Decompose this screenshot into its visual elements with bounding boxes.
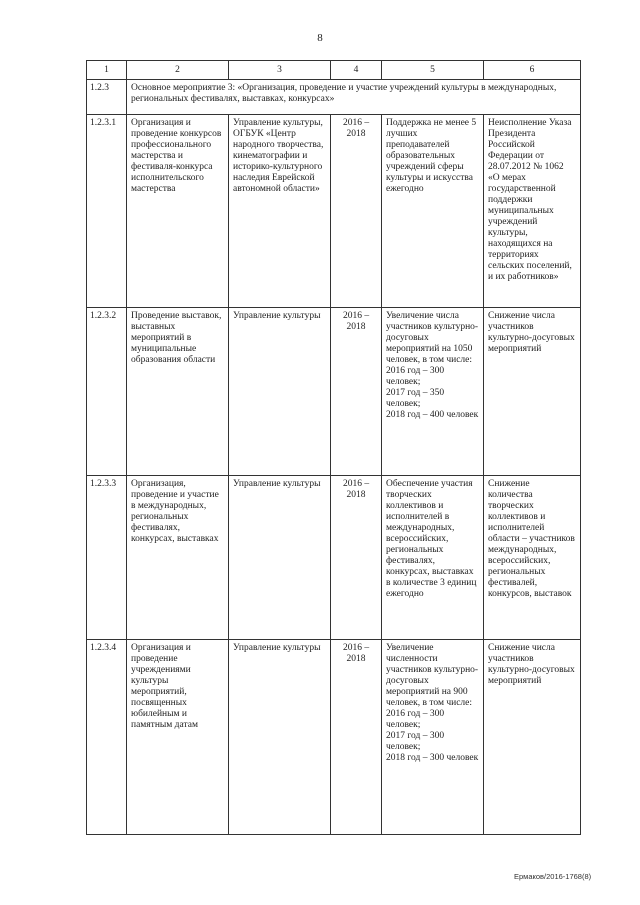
row-number: 1.2.3.4 (87, 640, 127, 835)
column-header: 2 (127, 61, 229, 80)
result-cell: Поддержка не менее 5 лучших преподавателей образовательных учреждений сферы культуры и искусства ежегодно (382, 115, 484, 308)
activity-cell: Проведение выставок, выставных мероприятий в муниципальные образования области (127, 308, 229, 476)
table-row (87, 476, 581, 640)
period-cell: 2016 – 2018 (331, 640, 382, 835)
consequence-cell: Неисполнение Указа Президента Российской Федерации от 28.07.2012 № 1062 «О мерах государственной поддержки муниципальных учреждений культуры, находящихся на территориях сельских поселений, и их работников» (484, 115, 581, 308)
consequence-cell: Снижение количества творческих коллективов и исполнителей области – участников международных, всероссийских, региональных фестивалей, конкурсов, выставок (484, 476, 581, 640)
section-number: 1.2.3 (87, 80, 127, 115)
activity-cell: Организация, проведение и участие в международных, региональных фестивалях, конкурсах, выставках (127, 476, 229, 640)
table-row (87, 308, 581, 476)
table-row (87, 115, 581, 308)
column-header: 4 (331, 61, 382, 80)
table-header-row (87, 61, 581, 80)
consequence-cell: Снижение числа участников культурно-досуговых мероприятий (484, 308, 581, 476)
column-header: 1 (87, 61, 127, 80)
period-cell: 2016 – 2018 (331, 115, 382, 308)
activity-cell: Организация и проведение конкурсов профессионального мастерства и фестиваля-конкурса исполнительского мастерства (127, 115, 229, 308)
column-header: 5 (382, 61, 484, 80)
result-cell: Увеличение численности участников культурно-досуговых мероприятий на 900 человек, в том числе: 2016 год – 300 человек; 2017 год – 300 человек; 2018 год – 300 человек (382, 640, 484, 835)
page-number: 8 (317, 32, 323, 44)
executor-cell: Управление культуры (229, 476, 331, 640)
section-title: Основное мероприятие 3: «Организация, проведение и участие учреждений культуры в международных, региональных фестивалях, выставках, конкурсах» (127, 80, 581, 115)
row-number: 1.2.3.1 (87, 115, 127, 308)
section-row (87, 80, 581, 115)
period-cell: 2016 – 2018 (331, 476, 382, 640)
activity-cell: Организация и проведение учреждениями культуры мероприятий, посвященных юбилейным и памятным датам (127, 640, 229, 835)
consequence-cell: Снижение числа участников культурно-досуговых мероприятий (484, 640, 581, 835)
result-cell: Увеличение числа участников культурно-досуговых мероприятий на 1050 человек, в том числе: 2016 год – 300 человек; 2017 год – 350 человек; 2018 год – 400 человек (382, 308, 484, 476)
executor-cell: Управление культуры (229, 308, 331, 476)
document-footer-code: Ермаков/2016-1768(8) (514, 872, 592, 881)
result-cell: Обеспечение участия творческих коллективов и исполнителей в международных, всероссийских, региональных фестивалях, конкурсах, выставках в количестве 3 единиц ежегодно (382, 476, 484, 640)
column-header: 6 (484, 61, 581, 80)
executor-cell: Управление культуры (229, 640, 331, 835)
row-number: 1.2.3.3 (87, 476, 127, 640)
period-cell: 2016 – 2018 (331, 308, 382, 476)
row-number: 1.2.3.2 (87, 308, 127, 476)
program-activities-table (86, 60, 581, 835)
table-row (87, 640, 581, 835)
column-header: 3 (229, 61, 331, 80)
executor-cell: Управление культуры, ОГБУК «Центр народного творчества, кинематографии и историко-культурного наследия Еврейской автономной области» (229, 115, 331, 308)
